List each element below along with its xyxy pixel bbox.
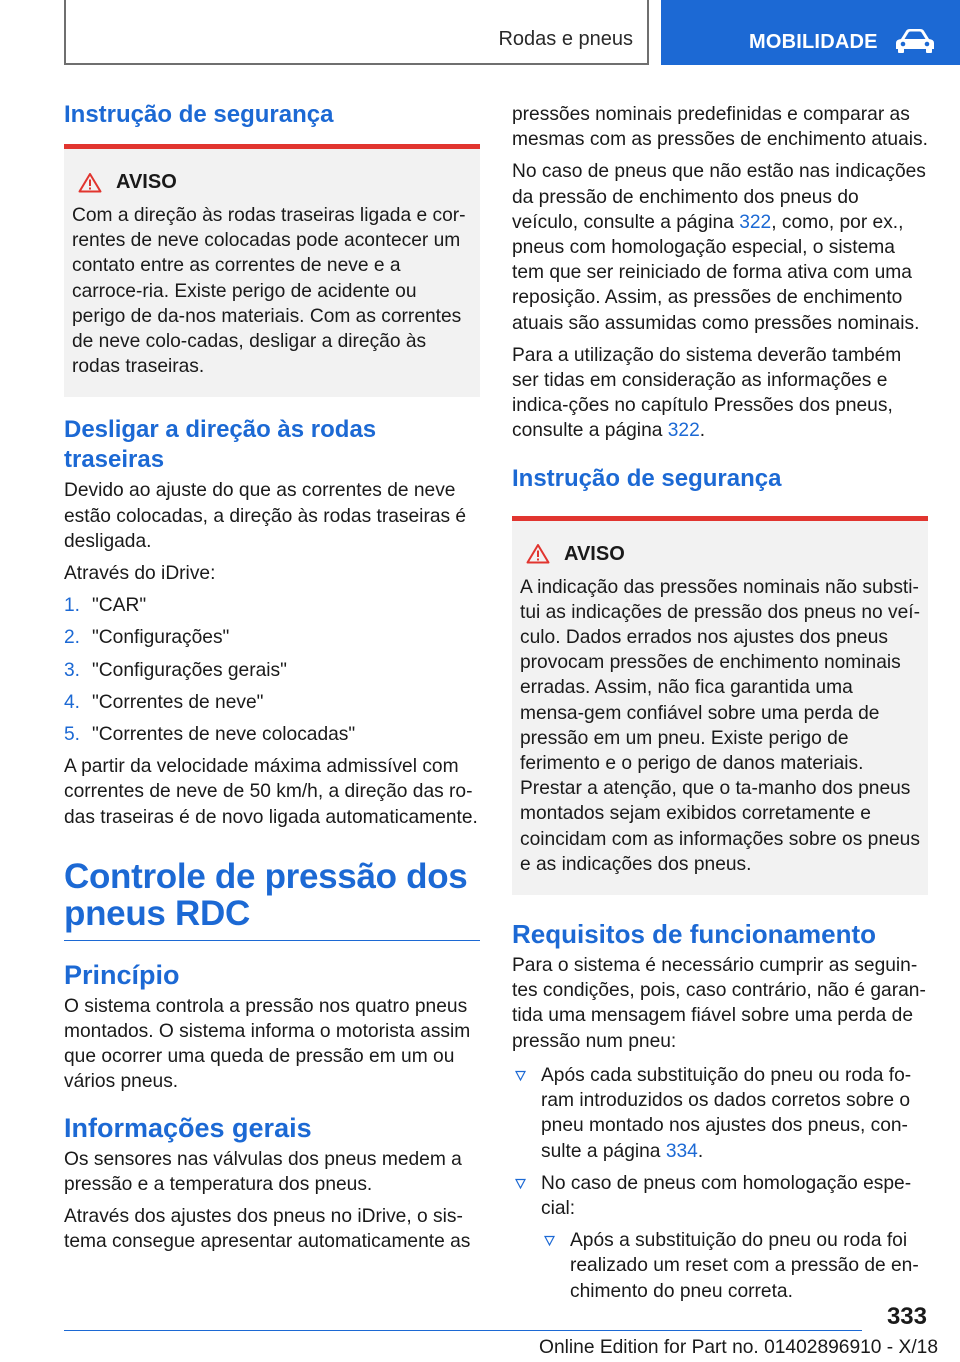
heading-disable-rear-steering: Desligar a direção às rodas traseiras [64, 416, 377, 474]
list-text-part: . [697, 1140, 704, 1162]
page-link[interactable]: 322 [739, 211, 772, 233]
list-number: 2. [64, 627, 81, 649]
page-link[interactable]: 334 [665, 1140, 698, 1162]
header-section-title: Rodas e pneus [498, 28, 633, 50]
list-text: "Configurações" [92, 627, 230, 649]
list-item [512, 1063, 928, 1164]
right-column [512, 102, 928, 1311]
header-section-box [64, 0, 649, 65]
triangle-bullet-icon [512, 1063, 541, 1164]
heading-general-information: Informações gerais [64, 1112, 312, 1143]
warning-triangle-icon [526, 543, 550, 564]
heading-safety-instruction: Instrução de segurança [64, 101, 334, 128]
list-text: "CAR" [92, 595, 147, 617]
warning-box [512, 516, 928, 895]
list-text: "Correntes de neve" [92, 691, 264, 713]
list-item [541, 1228, 928, 1304]
paragraph [512, 343, 928, 444]
list-number: 3. [64, 659, 81, 681]
paragraph: Para o sistema é necessário cumprir as seguin-tes condições, pois, caso contrário, não é garan-tida uma mensagem fiável sobre uma perda de pressão num pneu: [512, 955, 926, 1052]
paragraph: O sistema controla a pressão nos quatro pneus montados. O sistema informa o motorista assim que ocorrer uma queda de pressão em um ou vários pneus. [64, 995, 471, 1093]
list-item [64, 722, 480, 747]
warning-title-text: AVISO [116, 171, 177, 193]
paragraph: A partir da velocidade máxima admissível com correntes de neve de 50 km/h, a direção das ro-das traseiras é de novo ligada automaticamente. [64, 756, 478, 828]
heading-operating-requirements: Requisitos de funcionamento [512, 919, 877, 950]
list-number: 1. [64, 595, 81, 617]
warning-text: A indicação das pressões nominais não substi-tui as indicações de pressão dos pneus no veí-culo. Dados errados nos ajustes dos pneus provocam pressões de enchimento nominais erradas. Assim, não fica garantida uma mensa-gem confiável sobre uma perda de pressão em um pneu. Existe perigo de ferimento e o perigo de danos materiais. Prestar a atenção, que o ta-manho dos pneus montados sejam exibidos corretamente e coincidam com as informações sobre os pneus e as indicações dos pneus. [520, 576, 920, 875]
triangle-bullet-icon [512, 1171, 541, 1221]
list-text [541, 1063, 928, 1164]
car-icon [893, 28, 937, 54]
paragraph: pressões nominais predefinidas e comparar as mesmas com as pressões de enchimento atuais. [512, 104, 928, 151]
paragraph: Através do iDrive: [64, 563, 216, 585]
heading-tire-pressure-control: Controle de pressão dos pneus RDC [64, 858, 480, 941]
warning-title [76, 169, 472, 195]
paragraph-text: , como, por ex., pneus com homologação especial, o sistema tem que ser reiniciado de forma ativa com uma reposição. Assim, as pressões de enchimento atuais são assumidas como pressões nominais. [512, 211, 920, 334]
heading-principle: Princípio [64, 959, 180, 990]
footer-rule [64, 1330, 862, 1331]
list-item [64, 658, 480, 683]
list-text: "Correntes de neve colocadas" [92, 724, 356, 746]
header-chapter-title: MOBILIDADE [749, 31, 878, 53]
paragraph: Através dos ajustes dos pneus no iDrive, o sis-tema consegue apresentar automaticamente as [64, 1206, 471, 1253]
list-item [64, 593, 480, 618]
idrive-steps-list [64, 593, 480, 747]
paragraph: Devido ao ajuste do que as correntes de neve estão colocadas, a direção às rodas traseiras é desligada. [64, 480, 467, 552]
heading-safety-instruction: Instrução de segurança [512, 464, 782, 492]
list-item [64, 625, 480, 650]
warning-text: Com a direção às rodas traseiras ligada e cor-rentes de neve colocadas pode acontecer um contato entre as correntes de neve e a carroce-ria. Existe perigo de acidente ou perigo de da-nos materiais. Com as correntes de neve colo-cadas, desligar a direção às rodas traseiras. [72, 205, 466, 378]
triangle-bullet-icon [541, 1228, 570, 1304]
warning-title-text: AVISO [564, 542, 625, 565]
warning-box [64, 144, 480, 397]
list-item [64, 690, 480, 715]
page-number: 333 [886, 1303, 927, 1330]
list-text: No caso de pneus com homologação espe-cial: [541, 1172, 912, 1219]
list-text: "Configurações gerais" [92, 659, 287, 681]
left-column [64, 100, 480, 1261]
list-text: Após a substituição do pneu ou roda foi realizado um reset com a pressão de en-chimento do pneu correta. [570, 1230, 919, 1302]
warning-triangle-icon [78, 172, 102, 193]
paragraph-text: . [699, 420, 706, 442]
list-number: 4. [64, 691, 81, 713]
list-text-part: Após cada substituição do pneu ou roda fo-ram introduzidos os dados corretos sobre o pneu montado nos ajustes dos pneus, con-sulte a página [541, 1064, 912, 1162]
warning-title [524, 541, 920, 567]
paragraph-text: No caso de pneus que não estão nas indicações da pressão de enchimento dos pneus do veículo, consulte a página [512, 161, 926, 233]
footer-edition: Online Edition for Part no. 01402896910 - X/18 [539, 1337, 938, 1358]
page-link[interactable]: 322 [667, 420, 700, 442]
list-item [512, 1171, 928, 1221]
paragraph [512, 159, 928, 335]
paragraph: Os sensores nas válvulas dos pneus medem a pressão e a temperatura dos pneus. [64, 1148, 462, 1195]
paragraph-text: Para a utilização do sistema deverão também ser tidas em consideração as informações e indica-ções no capítulo Pressões dos pneus, consulte a página [512, 344, 902, 442]
list-number: 5. [64, 724, 81, 746]
header-chapter-tab[interactable] [661, 0, 960, 65]
